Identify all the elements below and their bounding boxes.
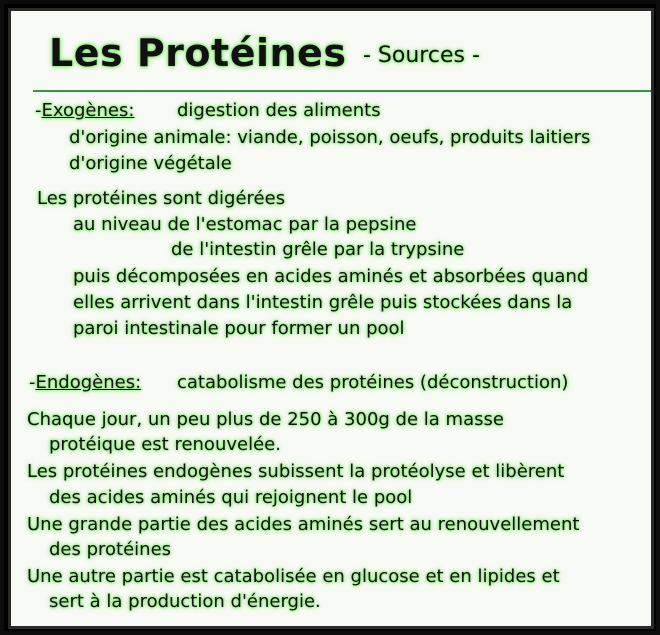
endogenes-line-6: des protéines bbox=[49, 539, 172, 560]
endogenes-line-2: protéique est renouvelée. bbox=[49, 434, 281, 455]
digestion-line-5: elles arrivent dans l'intestin grêle puis stockées dans la bbox=[73, 292, 573, 313]
slide-title: Les Protéines bbox=[49, 31, 347, 75]
slide-subtitle: - Sources - bbox=[363, 43, 480, 68]
exogenes-dash: - bbox=[35, 100, 42, 121]
endogenes-line-7: Une autre partie est catabolisée en glucose et en lipides et bbox=[27, 566, 560, 587]
endogenes-line-8: sert à la production d'énergie. bbox=[49, 591, 321, 612]
slide bbox=[8, 8, 654, 629]
digestion-line-6: paroi intestinale pour former un pool bbox=[73, 318, 405, 339]
exogenes-vegetal-origin: d'origine végétale bbox=[69, 153, 232, 174]
endogenes-description: catabolisme des protéines (déconstruction) bbox=[177, 372, 569, 393]
endogenes-dash: - bbox=[29, 372, 36, 393]
exogenes-animal-origin: d'origine animale: viande, poisson, oeufs, produits laitiers bbox=[69, 127, 591, 148]
endogenes-line-5: Une grande partie des acides aminés sert au renouvellement bbox=[27, 514, 580, 535]
exogenes-heading bbox=[35, 100, 134, 122]
exogenes-label: Exogènes: bbox=[41, 100, 135, 121]
digestion-line-1: Les protéines sont digérées bbox=[37, 188, 286, 209]
endogenes-line-3: Les protéines endogènes subissent la protéolyse et libèrent bbox=[27, 461, 565, 482]
endogenes-heading bbox=[29, 372, 141, 394]
endogenes-line-4: des acides aminés qui rejoignent le pool bbox=[49, 487, 413, 508]
digestion-line-3: de l'intestin grêle par la trypsine bbox=[171, 239, 465, 260]
digestion-line-2: au niveau de l'estomac par la pepsine bbox=[73, 214, 417, 235]
endogenes-line-1: Chaque jour, un peu plus de 250 à 300g de la masse bbox=[27, 409, 504, 430]
endogenes-label: Endogènes: bbox=[35, 372, 142, 393]
title-divider bbox=[33, 90, 653, 92]
exogenes-description: digestion des aliments bbox=[177, 100, 381, 121]
digestion-line-4: puis décomposées en acides aminés et absorbées quand bbox=[73, 266, 589, 287]
